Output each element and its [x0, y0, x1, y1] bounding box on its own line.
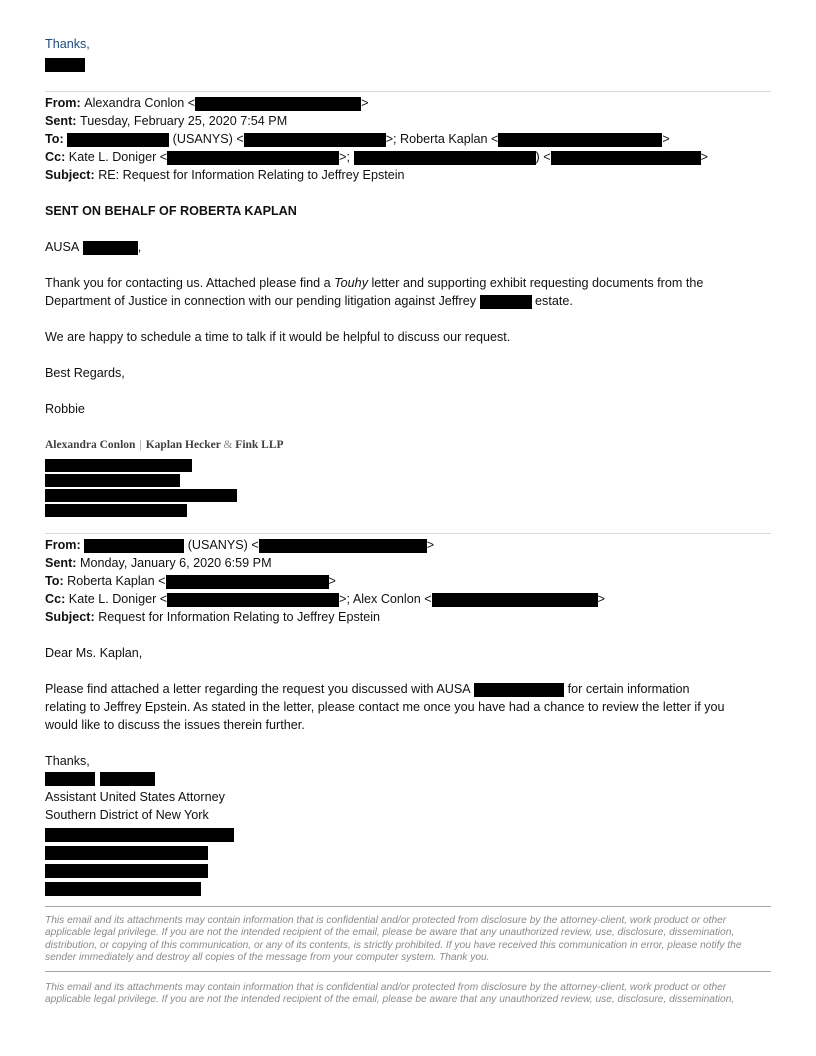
- cc-close: >: [597, 592, 605, 606]
- to-label: To:: [45, 132, 64, 146]
- email1-sent-line: [45, 113, 287, 130]
- email1-para2: We are happy to schedule a time to talk if it would be helpful to discuss our request.: [45, 330, 511, 344]
- redaction-bar: [195, 97, 361, 111]
- email2-greeting: Dear Ms. Kaplan,: [45, 646, 143, 660]
- divider: [45, 533, 771, 534]
- email2-para1-line1: [45, 681, 689, 698]
- sig-separator: |: [139, 439, 142, 451]
- redaction-bar: [432, 593, 598, 607]
- cc-mid: ) <: [535, 150, 551, 164]
- redaction-bar: [45, 489, 237, 502]
- redaction-bar: [45, 504, 187, 517]
- from-label: From:: [45, 538, 81, 552]
- redaction-bar: [480, 295, 532, 309]
- to-close: >: [662, 132, 670, 146]
- subject-value: RE: Request for Information Relating to Jeffrey Epstein: [98, 168, 405, 182]
- to-label: To:: [45, 574, 64, 588]
- redaction-bar: [45, 459, 192, 472]
- divider: [45, 91, 771, 92]
- redaction-bar: [167, 593, 339, 607]
- redaction-bar: [474, 683, 564, 697]
- redaction-bar: [100, 772, 155, 786]
- email1-greeting: [45, 239, 141, 256]
- email2-subject-line: [45, 609, 380, 626]
- redaction-bar: [45, 772, 95, 786]
- cc-sep: >; Alex Conlon <: [339, 592, 432, 606]
- signer-office: Southern District of New York: [45, 808, 209, 822]
- redaction-bar: [551, 151, 701, 165]
- redaction-bar: [45, 846, 208, 860]
- redaction-bar: [45, 828, 234, 842]
- subject-label: Subject:: [45, 168, 95, 182]
- contact-redacted-4: [45, 880, 201, 897]
- redaction-bar: [259, 539, 427, 553]
- para1-text-b: for certain information: [567, 682, 690, 696]
- behalf-text: SENT ON BEHALF OF ROBERTA KAPLAN: [45, 204, 297, 218]
- cc-label: Cc:: [45, 150, 66, 164]
- email2-to-line: [45, 573, 336, 590]
- from-close: >: [426, 538, 435, 552]
- contact-redacted-2: [45, 844, 208, 861]
- redaction-bar: [45, 864, 208, 878]
- cc-name: Kate L. Doniger <: [68, 592, 168, 606]
- redaction-bar: [244, 133, 386, 147]
- redaction-bar: [45, 58, 85, 72]
- subject-value: Request for Information Relating to Jeffrey Epstein: [98, 610, 381, 624]
- from-label: From:: [45, 96, 81, 110]
- greeting-suffix: ,: [137, 240, 142, 254]
- redaction-bar: [354, 151, 536, 165]
- behalf-line: [45, 203, 297, 220]
- para1-text-a: Thank you for contacting us. Attached please find a: [45, 276, 335, 290]
- firm-signature: [45, 437, 284, 454]
- email1-subject-line: [45, 167, 405, 184]
- sig-name: Alexandra Conlon: [45, 439, 136, 451]
- redaction-bar: [67, 133, 169, 147]
- email1-cc-line: [45, 149, 708, 166]
- to-mid: (USANYS) <: [172, 132, 244, 146]
- cc-close: >: [700, 150, 708, 164]
- email1-closing: Best Regards,: [45, 366, 125, 380]
- from-mid: (USANYS) <: [187, 538, 259, 552]
- para1-text-b: letter and supporting exhibit requesting documents from the: [368, 276, 704, 290]
- email2-from-line: [45, 537, 434, 554]
- sig-firm-a: Kaplan Hecker: [145, 439, 221, 451]
- redaction-bar: [45, 882, 201, 896]
- disclaimer-divider: [45, 906, 771, 907]
- email2-para1-line3: would like to discuss the issues therein further.: [45, 718, 305, 732]
- email1-from-line: [45, 95, 369, 112]
- email2-thanks: Thanks,: [45, 754, 90, 768]
- sig-firm-b: Fink LLP: [235, 439, 284, 451]
- disclaimer-divider: [45, 971, 771, 972]
- para1-line2-a: Department of Justice in connection with our pending litigation against Jeffrey: [45, 294, 477, 308]
- to-name: Roberta Kaplan <: [67, 574, 166, 588]
- sent-value: Tuesday, February 25, 2020 7:54 PM: [79, 114, 288, 128]
- sent-label: Sent:: [45, 114, 77, 128]
- subject-label: Subject:: [45, 610, 95, 624]
- greeting-prefix: AUSA: [45, 240, 80, 254]
- email2-cc-line: [45, 591, 605, 608]
- para1-line2-b: estate.: [535, 294, 573, 308]
- para1-text-a: Please find attached a letter regarding the request you discussed with AUSA: [45, 682, 471, 696]
- email1-para1-line2: [45, 293, 573, 310]
- email2-para1-line2: relating to Jeffrey Epstein. As stated in the letter, please contact me once you have had a chance to review the letter if you: [45, 700, 725, 714]
- sent-label: Sent:: [45, 556, 77, 570]
- email1-para1-line1: [45, 275, 703, 292]
- redaction-bar: [84, 539, 184, 553]
- top-thanks: Thanks,: [45, 37, 90, 51]
- redaction-bar: [45, 474, 180, 487]
- contact-redacted-3: [45, 862, 208, 879]
- redaction-bar: [167, 151, 339, 165]
- cc-sep: >;: [339, 150, 351, 164]
- sig-amp: &: [223, 439, 233, 451]
- email1-to-line: [45, 131, 670, 148]
- cc-name: Kate L. Doniger <: [68, 150, 168, 164]
- disclaimer-2: This email and its attachments may contain information that is confidential and/or protected from disclosure by the attorney-client, work product or other applicable legal privilege. If you are not the intended recipient of the email, please be aware that any unauthorized review, use, disclosure, dissemination,: [45, 982, 735, 1006]
- redaction-bar: [83, 241, 138, 255]
- from-close: >: [361, 96, 369, 110]
- touhy-italic: Touhy: [334, 276, 368, 290]
- signer-title: Assistant United States Attorney: [45, 790, 225, 804]
- redaction-bar: [498, 133, 662, 147]
- cc-label: Cc:: [45, 592, 66, 606]
- email2-sent-line: [45, 555, 272, 572]
- redaction-bar: [166, 575, 329, 589]
- to-sep: >; Roberta Kaplan <: [385, 132, 499, 146]
- sent-value: Monday, January 6, 2020 6:59 PM: [79, 556, 272, 570]
- top-signature-redacted: [45, 56, 85, 73]
- disclaimer-1: This email and its attachments may contain information that is confidential and/or protected from disclosure by the attorney-client, work product or other applicable legal privilege. If you are not the intended recipient of the email, please be aware that any unauthorized review, use, disclosure, dissemination, distribution, or copying of this communication, or any of its contents, is strictly prohibited. If you have received this communication in error, please notify the sender immediately and destroy all copies of the message from your computer system. Thank you.: [45, 915, 742, 964]
- from-name: Alexandra Conlon <: [84, 96, 196, 110]
- email1-signoff: Robbie: [45, 402, 85, 416]
- to-close: >: [328, 574, 336, 588]
- contact-redacted-1: [45, 826, 234, 843]
- sig-redacted-4: [45, 502, 187, 519]
- email2-signer-redacted: [45, 772, 155, 786]
